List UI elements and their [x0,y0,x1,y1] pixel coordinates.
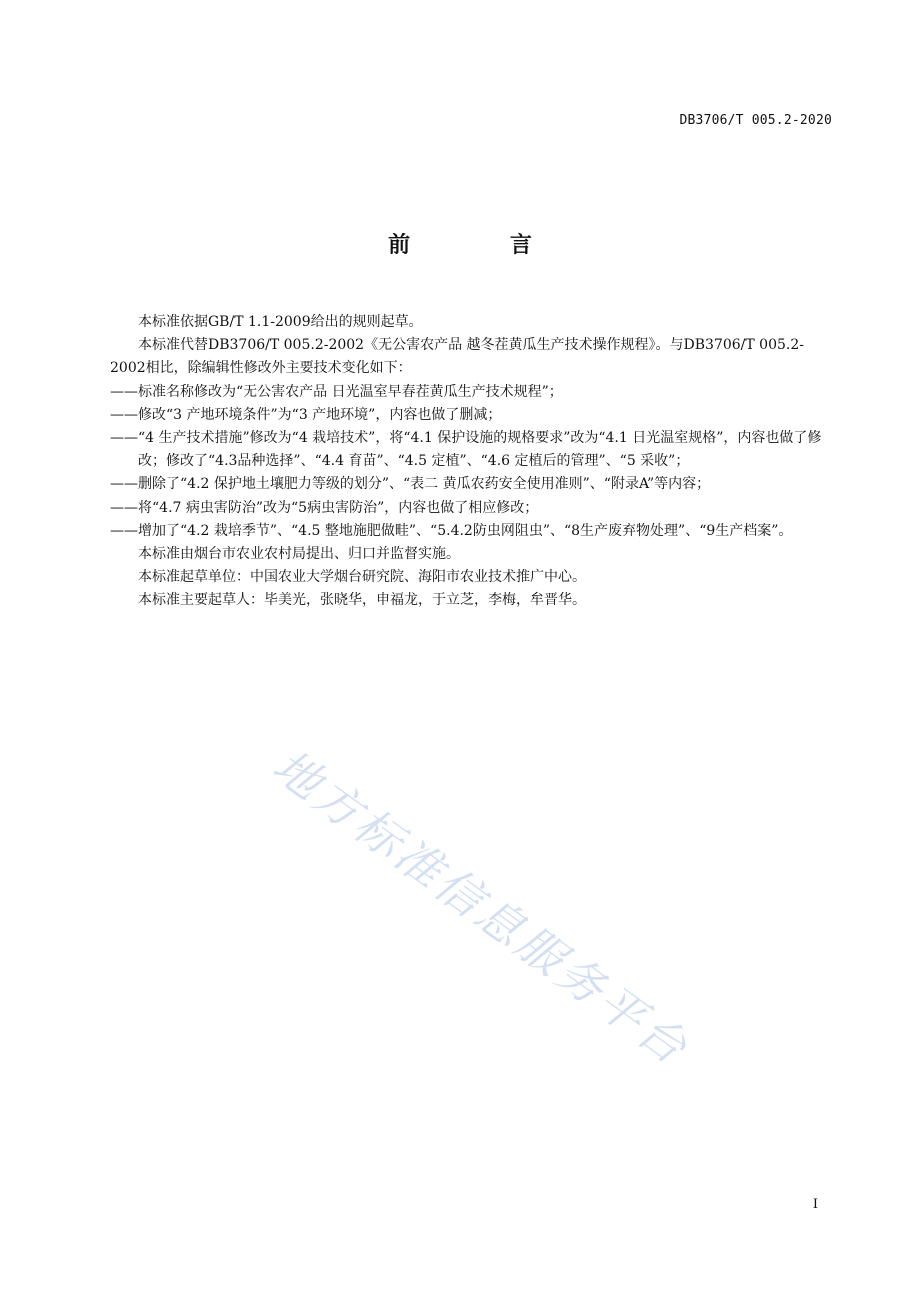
standard-code: DB3706/T 005.2-2020 [679,113,832,128]
page-number: I [812,1197,818,1212]
paragraph-drafters: 本标准主要起草人：毕美光，张晓华，申福龙，于立芝，李梅，牟晋华。 [138,592,586,609]
change-item: ——“4 生产技术措施”修改为“4 栽培技术”，将“4.1 保护设施的规格要求”改为“4.1 日光温室规格”，内容也做了修改；修改了“4.3品种选择”、“4.4 育苗”、“4.5 定植”、“4.6 定植后的管理”、“5 采收”； [110,430,822,470]
change-item: ——修改“3 产地环境条件”为“3 产地环境”，内容也做了删减； [110,406,502,423]
paragraph-proposer: 本标准由烟台市农业农村局提出、归口并监督实施。 [138,546,460,563]
page-title: 前 言 [388,233,578,258]
change-item: ——将“4.7 病虫害防治”改为“5病虫害防治”，内容也做了相应修改； [110,499,539,516]
watermark: 地方标准信息服务平台 [263,738,700,1077]
paragraph-replacement: 本标准代替DB3706/T 005.2-2002《无公害农产品 越冬茬黄瓜生产技术操作规程》。与DB3706/T 005.2-2002相比，除编辑性修改外主要技术变化如下： [110,337,804,377]
paragraph-drafting-units: 本标准起草单位：中国农业大学烟台研究院、海阳市农业技术推广中心。 [138,569,586,586]
foreword-body [110,311,832,613]
paragraph-basis: 本标准依据GB/T 1.1-2009给出的规则起草。 [138,314,423,330]
change-item: ——标准名称修改为“无公害农产品 日光温室早春茬黄瓜生产技术规程”； [110,383,563,400]
change-item: ——增加了“4.2 栽培季节”、“4.5 整地施肥做畦”、“5.4.2防虫网阻虫”、“8生产废弃物处理”、“9生产档案”。 [110,522,793,539]
change-item: ——删除了“4.2 保护地土壤肥力等级的划分”、“表二 黄瓜农药安全使用准则”、“附录A”等内容； [110,476,711,493]
